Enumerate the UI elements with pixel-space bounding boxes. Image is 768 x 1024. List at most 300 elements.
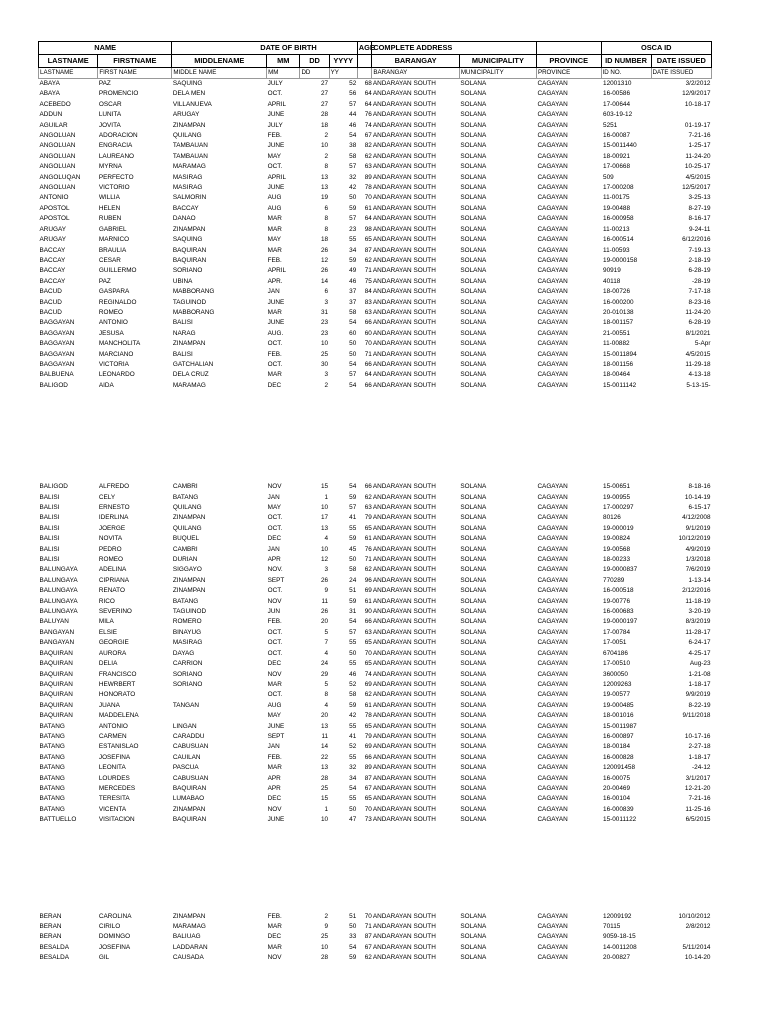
firstname-cell: CIRILO bbox=[98, 923, 121, 930]
birth-day-cell: 13 bbox=[321, 173, 329, 181]
id-number-cell: 90919 bbox=[603, 267, 621, 275]
birth-day-cell: 18 bbox=[321, 236, 329, 244]
lastname-cell: BAGGAYAN bbox=[39, 350, 75, 358]
id-number-cell: 20-00827 bbox=[603, 954, 631, 962]
birth-day-cell: 10 bbox=[321, 943, 329, 951]
firstname-cell: OSCAR bbox=[98, 100, 122, 108]
municipality-cell: SOLANA bbox=[460, 298, 487, 306]
barangay-cell: ANDARAYAN SOUTH bbox=[372, 691, 436, 699]
firstname-cell: LEONITA bbox=[98, 764, 126, 772]
birth-day-cell: 25 bbox=[321, 350, 329, 358]
barangay-cell: ANDARAYAN SOUTH bbox=[372, 215, 436, 223]
province-cell: CAGAYAN bbox=[537, 225, 568, 233]
barangay-cell: ANDARAYAN SOUTH bbox=[372, 288, 436, 296]
birth-month-cell: OCT. bbox=[267, 628, 283, 636]
municipality-cell: SOLANA bbox=[460, 764, 487, 772]
id-number-cell: 15-00651 bbox=[603, 483, 631, 491]
middlename-cell: SORIANO bbox=[172, 267, 203, 275]
id-number-cell: 18-00726 bbox=[603, 288, 631, 296]
id-number-cell: 15-0011440 bbox=[603, 142, 637, 150]
barangay-cell: ANDARAYAN SOUTH bbox=[372, 173, 436, 181]
date-issued-cell: 6-24-17 bbox=[688, 639, 711, 647]
middlename-cell: ZINAMPAN bbox=[172, 340, 206, 348]
birth-day-cell: 8 bbox=[324, 225, 329, 233]
middlename-cell: BAQUIRAN bbox=[172, 784, 207, 792]
birth-day-cell: 28 bbox=[321, 111, 329, 119]
province-cell: CAGAYAN bbox=[537, 556, 568, 564]
lastname-cell: BALUNGAYA bbox=[39, 587, 78, 595]
province-cell: CAGAYAN bbox=[537, 954, 568, 962]
table-row bbox=[39, 121, 712, 131]
id-number-cell: 80126 bbox=[603, 514, 621, 522]
barangay-subheader: BARANGAY bbox=[372, 68, 460, 79]
birth-month-cell: JULY bbox=[267, 121, 283, 129]
middlename-cell: TAMBAUAN bbox=[172, 152, 208, 160]
table-row bbox=[39, 308, 712, 318]
table-row bbox=[39, 131, 712, 141]
table-row bbox=[39, 110, 712, 120]
birth-month-cell: JULY bbox=[267, 80, 283, 87]
barangay-cell: ANDARAYAN SOUTH bbox=[372, 350, 436, 358]
middlename-cell: BAQUIRAN bbox=[172, 816, 207, 824]
middlename-cell: CARADDU bbox=[172, 732, 205, 740]
table-row bbox=[39, 711, 712, 721]
province-cell: CAGAYAN bbox=[537, 121, 568, 129]
birth-month-cell: JAN bbox=[267, 545, 280, 553]
firstname-cell: HONORATO bbox=[98, 691, 136, 699]
barangay-cell: ANDARAYAN SOUTH bbox=[372, 597, 436, 605]
id-number-cell: 19-0000197 bbox=[603, 618, 638, 626]
birth-year-cell: 51 bbox=[349, 587, 357, 595]
birth-month-cell: OCT. bbox=[267, 587, 283, 595]
date-issued-cell: 7/6/2019 bbox=[685, 566, 711, 574]
firstname-cell: ROMEO bbox=[98, 308, 124, 316]
date-issued-cell: 8-22-19 bbox=[688, 701, 711, 709]
table-row bbox=[39, 482, 712, 492]
lastname-cell: BACCAY bbox=[39, 246, 66, 254]
table-row bbox=[39, 214, 712, 224]
firstname-cell: SEVERINO bbox=[98, 608, 132, 616]
date-issued-cell: 4/9/2019 bbox=[685, 545, 711, 553]
age-cell: 62 bbox=[364, 954, 372, 962]
id-number-cell: 19-000485 bbox=[603, 701, 634, 709]
table-row bbox=[39, 742, 712, 752]
firstname-cell: VICTORIA bbox=[98, 360, 129, 368]
middlename-cell: DELA CRUZ bbox=[172, 371, 209, 379]
barangay-cell: ANDARAYAN SOUTH bbox=[372, 608, 436, 616]
middlename-cell: TANGAN bbox=[172, 701, 199, 709]
municipality-cell: SOLANA bbox=[460, 246, 487, 254]
date-issued-cell: 5-Apr bbox=[694, 340, 711, 348]
lastname-cell: BATANG bbox=[39, 805, 65, 813]
municipality-cell: SOLANA bbox=[460, 912, 487, 920]
birth-day-cell: 2 bbox=[324, 912, 329, 920]
province-cell: CAGAYAN bbox=[537, 256, 568, 264]
date-issued-cell: 10-25-17 bbox=[684, 163, 711, 171]
birth-day-cell: 25 bbox=[321, 933, 329, 941]
birth-year-cell: 50 bbox=[349, 350, 357, 358]
birth-year-cell: 33 bbox=[349, 933, 357, 941]
id-number-cell: 12009263 bbox=[603, 680, 632, 688]
lastname-cell: BALUNGAYA bbox=[39, 597, 78, 605]
table-row bbox=[39, 370, 712, 380]
municipality-cell: SOLANA bbox=[460, 350, 487, 358]
date-issued-cell: 5/11/2014 bbox=[682, 943, 711, 951]
province-subheader: PROVINCE bbox=[536, 68, 601, 79]
lastname-cell: BAGGAYAN bbox=[39, 340, 75, 348]
lastname-cell: APOSTOL bbox=[39, 215, 70, 223]
birth-day-cell: 13 bbox=[321, 524, 329, 532]
birth-day-cell: 26 bbox=[321, 608, 329, 616]
age-cell: 74 bbox=[364, 121, 372, 129]
middlename-cell: ROMERO bbox=[172, 618, 202, 626]
age-cell: 96 bbox=[364, 576, 372, 584]
date-issued-cell: 6-28-19 bbox=[688, 267, 711, 275]
firstname-cell: ROMEO bbox=[98, 556, 124, 564]
age-blank-subheader bbox=[357, 68, 372, 79]
middlename-cell: QUILANG bbox=[172, 132, 202, 140]
table-row bbox=[39, 141, 712, 151]
date-issued-cell: 6/5/2015 bbox=[685, 816, 711, 824]
osca-id-header: OSCA ID bbox=[601, 42, 711, 55]
middlename-cell: SORIANO bbox=[172, 680, 203, 688]
id-number-cell: 9059-18-15 bbox=[603, 933, 636, 941]
id-number-cell: 70115 bbox=[603, 923, 621, 930]
middlename-cell: BALISI bbox=[172, 350, 193, 358]
lastname-cell: ANGOLUAN bbox=[39, 184, 76, 192]
municipality-cell: SOLANA bbox=[460, 566, 487, 574]
birth-day-cell: 4 bbox=[324, 701, 329, 709]
province-cell: CAGAYAN bbox=[537, 142, 568, 150]
table-row bbox=[39, 318, 712, 328]
id-number-cell: 15-0011122 bbox=[603, 816, 637, 824]
name-header: NAME bbox=[39, 42, 172, 55]
firstname-cell: LAUREANO bbox=[98, 152, 135, 160]
date-issued-cell: 4-25-17 bbox=[688, 649, 711, 657]
municipality-cell: SOLANA bbox=[460, 639, 487, 647]
birth-day-cell: 8 bbox=[324, 215, 329, 223]
age-cell: 75 bbox=[364, 277, 372, 285]
middlename-cell: CAUILAN bbox=[172, 753, 201, 761]
firstname-cell: VISITACION bbox=[98, 816, 135, 824]
municipality-cell: SOLANA bbox=[460, 597, 487, 605]
birth-year-cell: 49 bbox=[349, 267, 357, 275]
firstname-cell: JESUSA bbox=[98, 329, 124, 337]
table-row bbox=[39, 235, 712, 245]
municipality-cell: SOLANA bbox=[460, 933, 487, 941]
firstname-cell: DOMINGO bbox=[98, 933, 131, 941]
municipality-cell: SOLANA bbox=[460, 111, 487, 119]
middlename-cell: ARUGAY bbox=[172, 111, 200, 119]
birth-month-cell: MAY bbox=[267, 712, 281, 720]
municipality-cell: SOLANA bbox=[460, 173, 487, 181]
province-cell: CAGAYAN bbox=[537, 722, 568, 730]
province-cell: CAGAYAN bbox=[537, 308, 568, 316]
province-cell: CAGAYAN bbox=[537, 816, 568, 824]
birth-year-cell: 52 bbox=[349, 80, 357, 87]
birth-day-cell: 14 bbox=[321, 743, 329, 751]
birth-year-cell: 50 bbox=[349, 556, 357, 564]
birth-year-cell: 59 bbox=[349, 535, 357, 543]
lastname-cell: BALISI bbox=[39, 504, 60, 511]
birth-month-cell: OCT. bbox=[267, 649, 283, 657]
middlename-cell: MASIRAG bbox=[172, 639, 203, 647]
date-issued-cell: 6-28-19 bbox=[688, 319, 711, 327]
barangay-cell: ANDARAYAN SOUTH bbox=[372, 923, 436, 930]
id-number-cell: 17-00644 bbox=[603, 100, 631, 108]
firstname-cell: IDERLINA bbox=[98, 514, 129, 522]
middlename-cell: GATCHALIAN bbox=[172, 360, 214, 368]
lastname-cell: BACUD bbox=[39, 288, 62, 296]
barangay-cell: ANDARAYAN SOUTH bbox=[372, 933, 436, 941]
birth-year-cell: 52 bbox=[349, 680, 357, 688]
municipality-cell: SOLANA bbox=[460, 267, 487, 275]
lastname-cell: BACUD bbox=[39, 308, 62, 316]
municipality-cell: SOLANA bbox=[460, 608, 487, 616]
id-number-cell: 3600050 bbox=[603, 670, 628, 678]
table-row bbox=[39, 815, 712, 825]
birth-day-cell: 12 bbox=[321, 556, 329, 564]
age-cell: 84 bbox=[364, 288, 372, 296]
birth-year-cell: 59 bbox=[349, 256, 357, 264]
date-issued-cell: 12/5/2017 bbox=[682, 184, 711, 192]
birth-month-cell: FEB. bbox=[267, 350, 282, 358]
municipality-cell: SOLANA bbox=[460, 753, 487, 761]
firstname-cell: JOERGE bbox=[98, 524, 126, 532]
date-issued-cell: 4-13-18 bbox=[688, 371, 711, 379]
age-cell: 82 bbox=[364, 142, 372, 150]
birth-month-cell: MAY bbox=[267, 504, 281, 511]
age-cell: 78 bbox=[364, 712, 372, 720]
age-cell: 90 bbox=[364, 608, 372, 616]
municipality-cell: SOLANA bbox=[460, 660, 487, 668]
date-issued-cell: 7-21-16 bbox=[688, 132, 711, 140]
birth-day-cell: 11 bbox=[321, 732, 329, 740]
birth-year-cell: 54 bbox=[349, 618, 357, 626]
middlename-cell: NARAG bbox=[172, 329, 196, 337]
birth-year-cell: 32 bbox=[349, 764, 357, 772]
birth-month-cell: JUNE bbox=[267, 816, 285, 824]
barangay-cell: ANDARAYAN SOUTH bbox=[372, 628, 436, 636]
age-subheader bbox=[357, 55, 372, 68]
municipality-cell: SOLANA bbox=[460, 381, 487, 389]
table-row bbox=[39, 722, 712, 732]
lastname-cell: BALIGOD bbox=[39, 381, 68, 389]
birth-year-cell: 57 bbox=[349, 100, 357, 108]
municipality-cell: SOLANA bbox=[460, 680, 487, 688]
firstname-cell: GIL bbox=[98, 954, 110, 962]
lastname-cell: BAQUIRAN bbox=[39, 701, 73, 709]
lastname-cell: BALUNGAYA bbox=[39, 608, 78, 616]
barangay-cell: ANDARAYAN SOUTH bbox=[372, 576, 436, 584]
date-issued-cell: 3/1/2017 bbox=[685, 774, 711, 782]
age-cell: 67 bbox=[364, 943, 372, 951]
middlename-cell: VILLANUEVA bbox=[172, 100, 212, 108]
date-issued-cell: 9/1/2019 bbox=[685, 524, 711, 532]
birth-month-cell: APR bbox=[267, 784, 281, 792]
table-row bbox=[39, 79, 712, 90]
table-row bbox=[39, 152, 712, 162]
date-issued-cell: 4/5/2015 bbox=[685, 350, 711, 358]
municipality-cell: SOLANA bbox=[460, 732, 487, 740]
province-cell: CAGAYAN bbox=[537, 204, 568, 212]
birth-year-cell: 59 bbox=[349, 597, 357, 605]
birth-year-cell: 32 bbox=[349, 173, 357, 181]
birth-month-cell: FEB. bbox=[267, 912, 282, 920]
date-issued-cell: 3-20-19 bbox=[688, 608, 711, 616]
middlename-cell: CABUSUAN bbox=[172, 743, 209, 751]
birth-day-cell: 3 bbox=[324, 298, 329, 306]
municipality-cell: SOLANA bbox=[460, 587, 487, 595]
province-cell: CAGAYAN bbox=[537, 246, 568, 254]
birth-year-cell: 54 bbox=[349, 319, 357, 327]
province-cell: CAGAYAN bbox=[537, 660, 568, 668]
barangay-cell: ANDARAYAN SOUTH bbox=[372, 712, 436, 720]
id-number-cell: 19-00568 bbox=[603, 545, 631, 553]
municipality-cell: SOLANA bbox=[460, 142, 487, 150]
id-number-cell: 19-00776 bbox=[603, 597, 631, 605]
middlename-cell: MARAMAG bbox=[172, 381, 206, 389]
spreadsheet bbox=[38, 41, 712, 964]
age-cell: 66 bbox=[364, 360, 372, 368]
birth-month-cell: JUNE bbox=[267, 111, 285, 119]
id-number-cell: 11-00882 bbox=[603, 340, 630, 348]
date-issued-cell bbox=[651, 110, 711, 120]
firstname-cell: AIDA bbox=[98, 381, 114, 389]
lastname-cell: BAQUIRAN bbox=[39, 649, 73, 657]
id-number-cell: 603-19-12 bbox=[603, 111, 633, 119]
id-number-cell: 16-000958 bbox=[603, 215, 634, 223]
middlename-cell bbox=[172, 711, 267, 721]
id-number-cell: 18-00464 bbox=[603, 371, 631, 379]
birth-day-cell: 26 bbox=[321, 246, 329, 254]
date-issued-cell: 9/9/2019 bbox=[685, 691, 711, 699]
lastname-cell: BAGGAYAN bbox=[39, 319, 75, 327]
barangay-cell: ANDARAYAN SOUTH bbox=[372, 784, 436, 792]
lastname-cell: BATANG bbox=[39, 743, 65, 751]
birth-day-cell: 7 bbox=[324, 639, 329, 647]
firstname-cell: CELY bbox=[98, 493, 116, 501]
municipality-cell: SOLANA bbox=[460, 954, 487, 962]
id-number-cell: 16-00104 bbox=[603, 795, 631, 803]
firstname-cell: MARCIANO bbox=[98, 350, 134, 358]
firstname-cell: RUBEN bbox=[98, 215, 122, 223]
lastname-cell: ADDUN bbox=[39, 111, 63, 119]
lastname-cell: ARUGAY bbox=[39, 225, 67, 233]
municipality-cell: SOLANA bbox=[460, 556, 487, 564]
table-row bbox=[39, 953, 712, 963]
municipality-subheader: MUNICIPALITY bbox=[459, 68, 536, 79]
birth-year-cell: 38 bbox=[349, 142, 357, 150]
municipality-cell: SOLANA bbox=[460, 100, 487, 108]
age-cell: 68 bbox=[364, 80, 372, 87]
birth-month-cell: FEB. bbox=[267, 256, 282, 264]
date-issued-cell: 3/2/2012 bbox=[685, 80, 711, 87]
barangay-cell: ANDARAYAN SOUTH bbox=[372, 319, 436, 327]
birth-month-cell: JAN bbox=[267, 288, 280, 296]
table-row bbox=[39, 339, 712, 349]
municipality-cell: SOLANA bbox=[460, 329, 487, 337]
municipality-cell: SOLANA bbox=[460, 308, 487, 316]
id-number-cell: 19-0000158 bbox=[603, 256, 638, 264]
birth-month-cell: DEC bbox=[267, 535, 282, 543]
date-issued-cell: Aug-23 bbox=[689, 660, 711, 668]
age-cell: 70 bbox=[364, 194, 372, 202]
age-cell: 66 bbox=[364, 319, 372, 327]
birth-day-cell: 1 bbox=[324, 805, 329, 813]
header-row-2 bbox=[39, 55, 712, 68]
id-number-cell: 16-00075 bbox=[603, 774, 631, 782]
barangay-cell: ANDARAYAN SOUTH bbox=[372, 649, 436, 657]
birth-day-cell: 4 bbox=[324, 535, 329, 543]
middlename-cell: ZINAMPAN bbox=[172, 587, 206, 595]
birth-month-cell: MAR bbox=[267, 308, 282, 316]
barangay-cell: ANDARAYAN SOUTH bbox=[372, 545, 436, 553]
municipality-cell: SOLANA bbox=[460, 483, 487, 491]
id-number-cell: 12001310 bbox=[603, 80, 632, 87]
id-number-cell: 17-00668 bbox=[603, 163, 631, 171]
province-cell: CAGAYAN bbox=[537, 493, 568, 501]
table-row bbox=[39, 690, 712, 700]
birth-month-cell: DEC bbox=[267, 660, 282, 668]
firstname-cell: MERCEDES bbox=[98, 784, 136, 792]
province-cell: CAGAYAN bbox=[537, 514, 568, 522]
id-number-cell: 20-010138 bbox=[603, 308, 634, 316]
lastname-cell: ARUGAY bbox=[39, 236, 67, 244]
birth-day-cell: 2 bbox=[324, 132, 329, 140]
province-cell: CAGAYAN bbox=[537, 670, 568, 678]
table-row bbox=[39, 246, 712, 256]
table-row bbox=[39, 183, 712, 193]
barangay-cell: ANDARAYAN SOUTH bbox=[372, 246, 436, 254]
barangay-cell: ANDARAYAN SOUTH bbox=[372, 100, 436, 108]
firstname-cell: VICTORIO bbox=[98, 184, 130, 192]
id-number-cell: 17-0051 bbox=[603, 639, 627, 647]
municipality-cell: SOLANA bbox=[460, 288, 487, 296]
birth-day-cell: 19 bbox=[321, 194, 329, 202]
municipality-cell: SOLANA bbox=[460, 805, 487, 813]
birth-month-cell: APR bbox=[267, 774, 281, 782]
birth-day-cell: 29 bbox=[321, 670, 329, 678]
province-cell: CAGAYAN bbox=[537, 923, 568, 930]
birth-month-cell: JAN bbox=[267, 743, 280, 751]
province-cell: CAGAYAN bbox=[537, 784, 568, 792]
birth-day-cell: 8 bbox=[324, 163, 329, 171]
birth-year-cell: 54 bbox=[349, 943, 357, 951]
age-cell: 71 bbox=[364, 556, 372, 564]
birth-month-cell: APRIL bbox=[267, 173, 287, 181]
province-cell: CAGAYAN bbox=[537, 587, 568, 595]
table-row bbox=[39, 701, 712, 711]
date-issued-cell: 10/10/2012 bbox=[678, 912, 711, 920]
province-cell: CAGAYAN bbox=[537, 111, 568, 119]
lastname-cell: ANTONIO bbox=[39, 194, 69, 202]
table-row bbox=[39, 649, 712, 659]
dd-header: DD bbox=[300, 55, 329, 68]
age-cell: 66 bbox=[364, 618, 372, 626]
barangay-cell: ANDARAYAN SOUTH bbox=[372, 90, 436, 98]
id-number-cell: 19-00488 bbox=[603, 204, 631, 212]
firstname-cell: HELEN bbox=[98, 204, 121, 212]
birth-month-cell: NOV. bbox=[267, 566, 283, 574]
province-cell: CAGAYAN bbox=[537, 680, 568, 688]
firstname-cell: MANCHOLITA bbox=[98, 340, 141, 348]
date-issued-cell: 11-25-16 bbox=[685, 805, 711, 813]
firstname-cell: JOSEFINA bbox=[98, 753, 131, 761]
province-cell: CAGAYAN bbox=[537, 298, 568, 306]
age-cell: 65 bbox=[364, 795, 372, 803]
province-cell: CAGAYAN bbox=[537, 371, 568, 379]
